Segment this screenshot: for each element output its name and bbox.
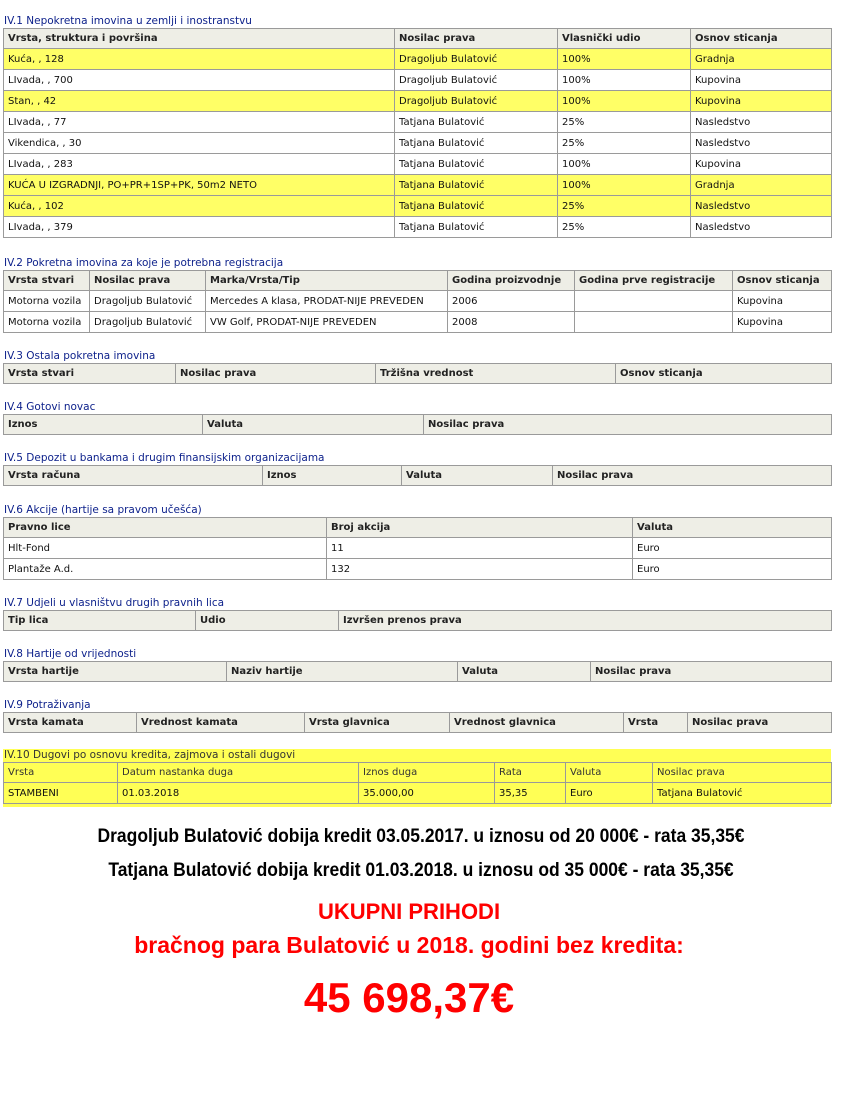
- table-cell: Dragoljub Bulatović: [90, 291, 206, 312]
- section-receivables: [3, 699, 831, 733]
- table-cell: 100%: [558, 154, 691, 175]
- table-cell: Nasledstvo: [691, 196, 832, 217]
- table-cell: Dragoljub Bulatović: [395, 91, 558, 112]
- table-securities: [3, 661, 832, 682]
- table-cell: 132: [327, 559, 633, 580]
- table-row: [4, 291, 832, 312]
- column-header: Valuta: [402, 466, 553, 486]
- header-row: [4, 611, 832, 631]
- column-header: Vrsta kamata: [4, 713, 137, 733]
- column-header: Osnov sticanja: [691, 29, 832, 49]
- section-title: IV.10 Dugovi po osnovu kredita, zajmova i ostali dugovi: [4, 749, 296, 761]
- header-row: [4, 763, 832, 783]
- header-row: [4, 415, 832, 435]
- table-cell: Euro: [633, 538, 832, 559]
- column-header: Tip lica: [4, 611, 196, 631]
- column-header: Naziv hartije: [227, 662, 458, 682]
- column-header: Vrsta stvari: [4, 364, 176, 384]
- column-header: Nosilac prava: [424, 415, 832, 435]
- column-header: Pravno lice: [4, 518, 327, 538]
- column-header: Nosilac prava: [688, 713, 832, 733]
- header-row: [4, 713, 832, 733]
- column-header: Vlasnički udio: [558, 29, 691, 49]
- column-header: Marka/Vrsta/Tip: [206, 271, 448, 291]
- table-cell: 25%: [558, 196, 691, 217]
- table-cell: 01.03.2018: [118, 783, 359, 804]
- header-row: [4, 271, 832, 291]
- column-header: Osnov sticanja: [733, 271, 832, 291]
- table-cell: Tatjana Bulatović: [395, 133, 558, 154]
- header-row: [4, 466, 832, 486]
- table-cell: Kupovina: [733, 312, 832, 333]
- table-cell: Kuća, , 128: [4, 49, 395, 70]
- total-income-amount: 45 698,37€: [303, 974, 515, 1021]
- table-cell: 25%: [558, 217, 691, 238]
- table-cell: 2006: [448, 291, 575, 312]
- section-title: IV.9 Potraživanja: [4, 699, 91, 711]
- column-header: Vrsta hartije: [4, 662, 227, 682]
- table-cell: LIvada, , 77: [4, 112, 395, 133]
- table-cell: Mercedes A klasa, PRODAT-NIJE PREVEDEN: [206, 291, 448, 312]
- table-cell: Nasledstvo: [691, 217, 832, 238]
- table-row: [4, 133, 832, 154]
- column-header: Valuta: [458, 662, 591, 682]
- table-row: [4, 559, 832, 580]
- column-header: Iznos: [4, 415, 203, 435]
- table-row: [4, 783, 832, 804]
- table-cell: Tatjana Bulatović: [653, 783, 832, 804]
- section-title: IV.3 Ostala pokretna imovina: [4, 350, 156, 362]
- section-title: IV.7 Udjeli u vlasništvu drugih pravnih lica: [4, 597, 225, 609]
- table-row: [4, 175, 832, 196]
- table-cell: Kupovina: [691, 70, 832, 91]
- table-movable-registered: [3, 270, 832, 333]
- table-cell: Euro: [633, 559, 832, 580]
- section-title: IV.8 Hartije od vrijednosti: [4, 648, 137, 660]
- column-header: Nosilac prava: [90, 271, 206, 291]
- column-header: Vrednost kamata: [137, 713, 305, 733]
- table-cell: Gradnja: [691, 175, 832, 196]
- table-cell: Kupovina: [691, 154, 832, 175]
- table-cell: Nasledstvo: [691, 112, 832, 133]
- table-cash: [3, 414, 832, 435]
- column-header: Iznos duga: [359, 763, 495, 783]
- column-header: Vrsta glavnica: [305, 713, 450, 733]
- table-cell: 2008: [448, 312, 575, 333]
- section-title: IV.1 Nepokretna imovina u zemlji i inostranstvu: [4, 15, 252, 27]
- table-cell: KUĆA U IZGRADNJI, PO+PR+1SP+PK, 50m2 NETO: [4, 175, 395, 196]
- table-cell: 100%: [558, 91, 691, 112]
- table-row: [4, 70, 832, 91]
- column-header: Vrsta stvari: [4, 271, 90, 291]
- section-title: IV.2 Pokretna imovina za koje je potrebna registracija: [4, 257, 284, 269]
- table-cell: Tatjana Bulatović: [395, 154, 558, 175]
- section-cash: [3, 401, 831, 435]
- column-header: Nosilac prava: [553, 466, 832, 486]
- header-row: [4, 662, 832, 682]
- table-row: [4, 154, 832, 175]
- table-cell: [575, 291, 733, 312]
- table-cell: Plantaže A.d.: [4, 559, 327, 580]
- table-cell: VW Golf, PRODAT-NIJE PREVEDEN: [206, 312, 448, 333]
- note-loan-tatjana: Tatjana Bulatović dobija kredit 01.03.2018. u iznosu od 35 000€ - rata 35,35€: [108, 860, 734, 881]
- column-header: Rata: [495, 763, 566, 783]
- table-cell: Hlt-Fond: [4, 538, 327, 559]
- column-header: Valuta: [566, 763, 653, 783]
- table-row: [4, 112, 832, 133]
- table-debts: [3, 762, 832, 804]
- table-cell: Dragoljub Bulatović: [395, 70, 558, 91]
- table-cell: Tatjana Bulatović: [395, 112, 558, 133]
- table-cell: 25%: [558, 133, 691, 154]
- column-header: Vrsta: [4, 763, 118, 783]
- column-header: Godina proizvodnje: [448, 271, 575, 291]
- column-header: Iznos: [263, 466, 402, 486]
- table-cell: 100%: [558, 49, 691, 70]
- table-cell: Tatjana Bulatović: [395, 175, 558, 196]
- subheading-total-income: bračnog para Bulatović u 2018. godini bez kredita:: [134, 932, 684, 958]
- table-row: [4, 312, 832, 333]
- column-header: Vrsta: [624, 713, 688, 733]
- table-cell: 35,35: [495, 783, 566, 804]
- table-cell: Kuća, , 102: [4, 196, 395, 217]
- section-title: IV.5 Depozit u bankama i drugim finansijskim organizacijama: [4, 452, 325, 464]
- column-header: Valuta: [203, 415, 424, 435]
- table-receivables: [3, 712, 832, 733]
- table-cell: 35.000,00: [359, 783, 495, 804]
- table-cell: 11: [327, 538, 633, 559]
- table-real-estate: [3, 28, 832, 238]
- table-cell: Gradnja: [691, 49, 832, 70]
- table-cell: Kupovina: [733, 291, 832, 312]
- header-row: [4, 518, 832, 538]
- table-cell: Motorna vozila: [4, 312, 90, 333]
- table-ownership-stakes: [3, 610, 832, 631]
- table-cell: LIvada, , 283: [4, 154, 395, 175]
- section-title: IV.4 Gotovi novac: [4, 401, 96, 413]
- table-cell: 100%: [558, 70, 691, 91]
- column-header: Nosilac prava: [653, 763, 832, 783]
- table-cell: Nasledstvo: [691, 133, 832, 154]
- table-cell: Vikendica, , 30: [4, 133, 395, 154]
- section-title: IV.6 Akcije (hartije sa pravom učešća): [4, 504, 202, 516]
- section-shares: [3, 504, 831, 580]
- table-other-movable: [3, 363, 832, 384]
- table-cell: 100%: [558, 175, 691, 196]
- table-cell: Euro: [566, 783, 653, 804]
- column-header: Vrsta, struktura i površina: [4, 29, 395, 49]
- table-cell: [575, 312, 733, 333]
- section-debts: [3, 749, 831, 807]
- column-header: Udio: [196, 611, 339, 631]
- table-row: [4, 538, 832, 559]
- column-header: Valuta: [633, 518, 832, 538]
- table-cell: Tatjana Bulatović: [395, 196, 558, 217]
- column-header: Izvršen prenos prava: [339, 611, 832, 631]
- table-cell: Dragoljub Bulatović: [395, 49, 558, 70]
- column-header: Vrsta računa: [4, 466, 263, 486]
- section-ownership-stakes: [3, 597, 831, 631]
- column-header: Broj akcija: [327, 518, 633, 538]
- column-header: Nosilac prava: [591, 662, 832, 682]
- column-header: Nosilac prava: [395, 29, 558, 49]
- heading-total-income: UKUPNI PRIHODI: [317, 899, 501, 924]
- column-header: Vrednost glavnica: [450, 713, 624, 733]
- section-other-movable: [3, 350, 831, 384]
- table-cell: Motorna vozila: [4, 291, 90, 312]
- column-header: Datum nastanka duga: [118, 763, 359, 783]
- section-securities: [3, 648, 831, 682]
- table-cell: Tatjana Bulatović: [395, 217, 558, 238]
- table-deposits: [3, 465, 832, 486]
- table-cell: 25%: [558, 112, 691, 133]
- column-header: Godina prve registracije: [575, 271, 733, 291]
- table-row: [4, 217, 832, 238]
- section-movable-registered: [3, 257, 831, 333]
- section-deposits: [3, 452, 831, 486]
- table-cell: LIvada, , 379: [4, 217, 395, 238]
- table-row: [4, 196, 832, 217]
- header-row: [4, 29, 832, 49]
- header-row: [4, 364, 832, 384]
- table-cell: STAMBENI: [4, 783, 118, 804]
- table-shares: [3, 517, 832, 580]
- column-header: Osnov sticanja: [616, 364, 832, 384]
- table-cell: Stan, , 42: [4, 91, 395, 112]
- table-cell: Kupovina: [691, 91, 832, 112]
- table-cell: LIvada, , 700: [4, 70, 395, 91]
- note-loan-dragoljub: Dragoljub Bulatović dobija kredit 03.05.2017. u iznosu od 20 000€ - rata 35,35€: [97, 826, 745, 847]
- section-real-estate: [3, 15, 831, 238]
- column-header: Nosilac prava: [176, 364, 376, 384]
- column-header: Tržišna vrednost: [376, 364, 616, 384]
- table-row: [4, 91, 832, 112]
- table-row: [4, 49, 832, 70]
- table-cell: Dragoljub Bulatović: [90, 312, 206, 333]
